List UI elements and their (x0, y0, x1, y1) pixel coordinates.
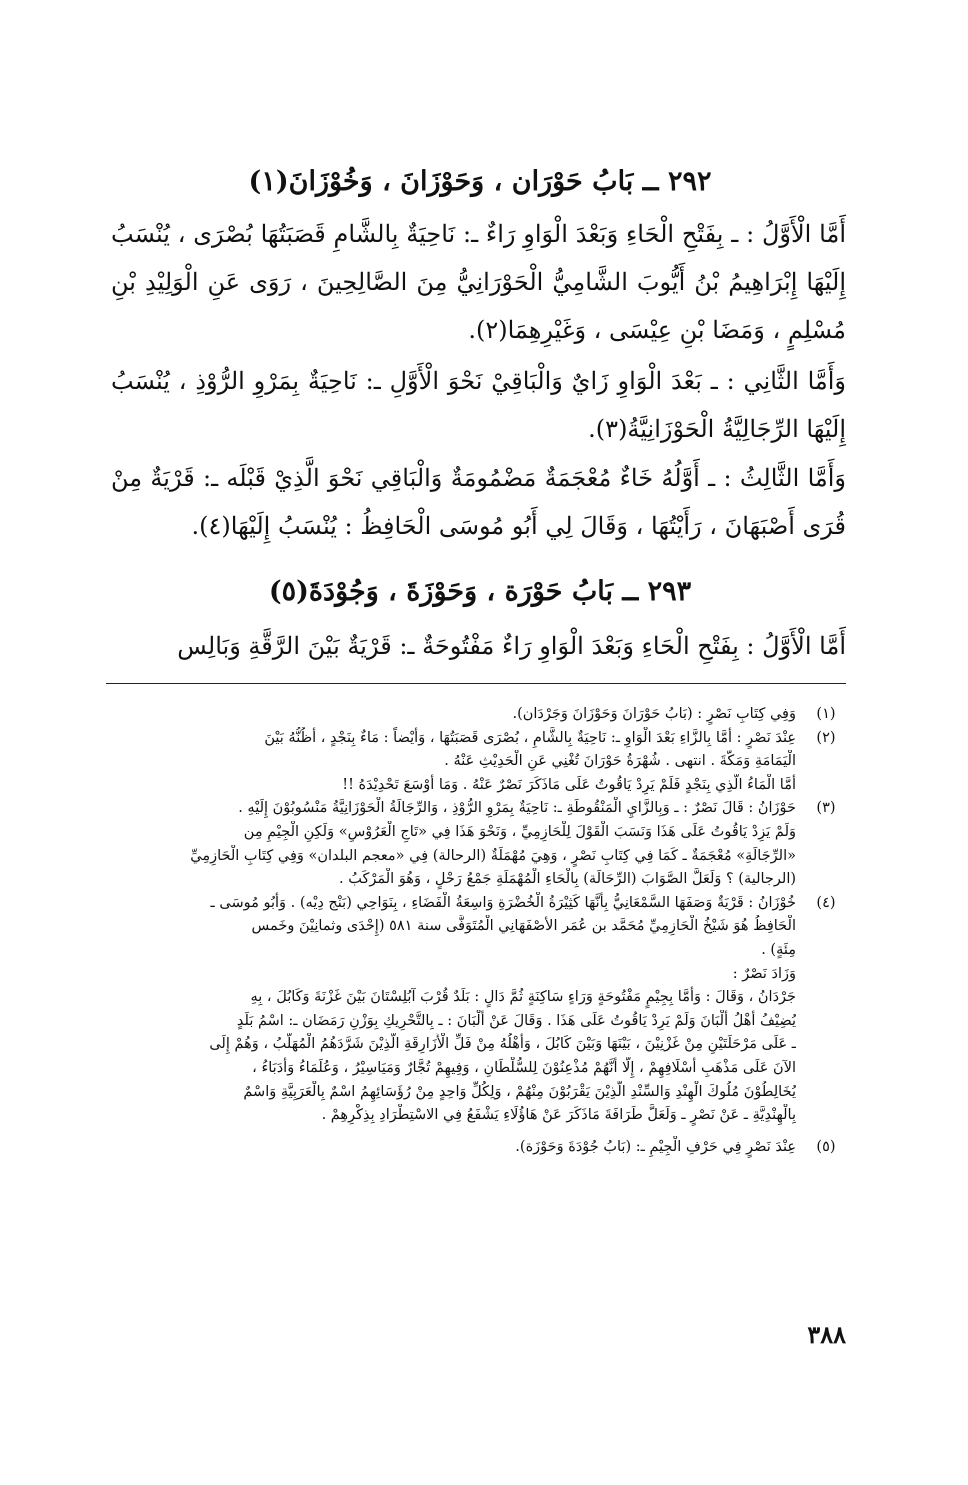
footnote-line: الآنَ عَلَى مَذْهَبِ أَسْلَافِهِمْ ، إِلَّا أَنَّهُمْ مُذْعِنُوْنَ لِلسُّلْطَانِ ، وَفِيهِمْ تُجَّارٌ وَمَيَاسِيْرُ ، وَعُلَمَاءُ وَأُدَبَاءُ ، (252, 1059, 796, 1076)
footnote (111, 797, 846, 891)
footnote-line: جَرْدَانُ ، وَقَالَ : وَأَمَّا بِجِيْمٍ مَفْتُوحَةٍ وَرَاءٍ سَاكِنَةٍ ثُمَّ دَالٍ : بَلَدٌ قُرْبَ آبُلِسْتَانَ بَيْنَ غَزْنَةَ وَكَابُلَ ، بِهِ (250, 989, 796, 1006)
footnote-line: عِنْدَ نَصْرٍ : أَمَّا بِالزَّاءِ بَعْدَ الْوَاوِ ـ: نَاحِيَةٌ بِالشَّامِ ، بُصْرَى قَصَبَتُهَا ، وَأَيْضاً : مَاءٌ بِنَجْدٍ ، أَظُنُّهُ بَيْنَ (264, 729, 796, 746)
footnote-line: يُضِيْفُ أَهْلُ أَلْبَانَ وَلَمْ يَرِدْ يَاقُوتُ عَلَى هَذَا . وَقَالَ عَنْ أَلْبَانَ : ـ بِالتَّحْرِيكِ بِوَزْنِ رَمَضَان ـ: اسْمُ بَلَدٍ (236, 1012, 796, 1029)
footnote-line: حَوْزَانُ : قَالَ نَصْرٌ : ـ وَبِالزَّايِ الْمَنْقُوطَةِ ـ: نَاحِيَةٌ بِمَرْوِ الرُّوْذِ ، وَالرِّجَالَةُ الْحَوْزَانِيَّةُ مَنْسُوبُوْنَ إِلَيْهِ . (238, 800, 796, 817)
paragraph-first: أَمَّا الْأَوَّلُ : ـ بِفَتْحِ الْحَاءِ وَبَعْدَ الْوَاوِ رَاءٌ ـ: نَاحِيَةٌ بِالشَّامِ قَصَبَتُهَا بُصْرَى ، يُنْسَبُ إِلَيْهَا إِبْرَاهِيمُ بْنُ أَيُّوبَ الشَّامِيُّ الْحَوْرَانِيُّ مِنَ الصَّالِحِينَ ، رَوَى عَنِ الْوَلِيْدِ بْنِ مُسْلِمٍ ، وَمَضَا بْنِ عِيْسَى ، وَغَيْرِهِمَا(٢). (111, 220, 846, 344)
footnote (111, 703, 846, 727)
footnote (111, 727, 846, 798)
footnote-line: «الرِّجَالَةِ» مُعْجَمَةٌ ـ كَمَا فِي كِتَابِ نَصْرٍ ، وَهِيَ مُهْمَلَةٌ (الرحالة) فِي «معجم البلدان» وَفِي كِتَابِ الْحَازِمِيِّ (190, 847, 796, 864)
paragraph-second: وَأَمَّا الثَّانِي : ـ بَعْدَ الْوَاوِ زَايٌ وَالْبَاقِيْ نَحْوَ الْأَوَّلِ ـ: نَاحِيَةٌ بِمَرْوِ الرُّوْذِ ، يُنْسَبُ إِلَيْهَا الرِّجَالِيَّةُ الْحَوْزَانِيَّةُ(٣). (111, 367, 846, 443)
section-heading: ٢٩٢ ــ بَابُ حَوْرَان ، وَحَوْزَانَ ، وَخُوْزَانَ(١) (248, 166, 712, 197)
footnote-line: وَلَمْ يَزِدْ يَاقُوتُ عَلَى هَذَا وَنَسَبَ الْقَوْلَ لِلْحَازِمِيِّ ، وَنَحْوَ هَذَا فِي «تَاجِ الْعَرُوْسِ» وَلَكِنِ الْجِيْمِ مِن (243, 823, 796, 840)
footnote-line: الْحَافِظُ هُوَ شَيْخُ الْحَازِمِيِّ مُحَمَّد بن عُمَر الأصْفَهَانِي الْمُتَوَفَّى سنة ٥٨١ (إِحْدَى وثمانِيْنَ وخَمس (251, 918, 796, 935)
footnote-line: وَزَادَ نَصْرٌ : (732, 965, 796, 982)
paragraph-first: أَمَّا الْأَوَّلُ : بِفَتْحِ الْحَاءِ وَبَعْدَ الْوَاوِ رَاءٌ مَفْتُوحَةٌ ـ: قَرْيَةٌ بَيْنَ الرَّقَّةِ وَبَالِس (177, 632, 846, 660)
footnotes (111, 703, 846, 1159)
footnote (111, 1136, 846, 1160)
footnote-line: (الرجالية) ؟ وَلَعَلَّ الصَّوَابَ (الرِّحَالَة) بِالْحَاءِ الْمُهْمَلَةِ جَمْعُ رَحْلٍ ، وَهُوَ الْمَرْكَبُ . (339, 871, 796, 888)
footnote-line: بِالْهِنْدِيَّةِ ـ عَنْ نَصْرٍ ـ وَلَعَلَّ طَرَافَةَ مَاذَكَرَ عَنْ هَاؤُلَاءِ يَشْفَعُ فِي الاسْتِطْرَادِ بِذِكْرِهِمْ . (321, 1107, 796, 1124)
footnote-number: (٥) (816, 1138, 836, 1155)
footnote-line: عِنْدَ نَصْرٍ فِي حَرْفِ الْجِيْمِ ـ: (بَابُ جُوْدَةَ وَحَوْزَة). (515, 1138, 796, 1155)
footnote-divider (106, 683, 846, 684)
paragraph-third: وَأَمَّا الثَّالِثُ : ـ أَوَّلُهُ خَاءٌ مُعْجَمَةٌ مَضْمُومَةٌ وَالْبَاقِي نَحْوَ الَّذِيْ قَبْلَه ـ: قَرْيَةٌ مِنْ قُرَى أَصْبَهَانَ ، رَأَيْتُهَا ، وَقَالَ لِي أَبُو مُوسَى الْحَافِظُ : يُنْسَبُ إِلَيْهَا(٤). (111, 464, 846, 540)
footnote-line: ـ عَلَى مَرْحَلَتَيْنِ مِنْ غَزْنِيْنَ ، بَيْنَهَا وَبَيْنَ كَابُلَ ، وَأَهْلُهُ مِنْ فَلِّ الْأَزَارِقَةِ الَّذِيْنَ شَرَّدَهُمُ الْمُهَلَّبُ ، وَهُمْ إِلَى (209, 1036, 796, 1053)
footnote-number: (٣) (816, 800, 836, 817)
footnote-line: مِئَةٍ) . (761, 941, 796, 958)
section-heading: ٢٩٣ ــ بَابُ حَوْرَة ، وَحَوْزَةَ ، وَجُوْدَةَ(٥) (268, 576, 692, 607)
footnote-line: وَفِي كِتَابِ نَصْرٍ : (بَابُ حَوْرَانَ وَحَوْزَانَ وَجَرْدَان). (512, 706, 796, 722)
footnote-number: (٢) (816, 729, 836, 746)
footnote-line: أَمَّا الْمَاءُ الَّذِي بِنَجْدٍ فَلَمْ يَرِدْ يَاقُوتُ عَلَى مَاذَكَرَ نَصْرٌ عَنْهُ . وَمَا أَوْسَعَ تَحْدِيْدَهُ !! (342, 776, 796, 793)
footnote-line: خُوْزَانُ : قَرْيَةٌ وَصَفَهَا السَّمْعَانِيُّ بِأَنَّهَا كَثِيْرَةُ الْخُضْرَةِ وَاسِعَةُ الْفَضَاءِ ، بِنَوَاحِي (بَنْج دِيْه) . وَأَبُو مُوسَى ـ (210, 894, 796, 911)
footnote (111, 892, 846, 1128)
footnote-line: الْيَمَامَةِ وَمَكَّةَ . انتهى . شُهْرَةُ حَوْرَانَ تُغْنِي عَنِ الْحَدِيْثِ عَنْهُ . (444, 753, 796, 770)
footnote-number: (١) (816, 706, 836, 722)
footnote-line: يُخَالِطُوْنَ مُلُوكَ الْهِنْدِ وَالسِّنْدِ الَّذِيْنَ يَقْرَبُوْنَ مِنْهُمْ ، وَلِكُلِّ وَاحِدٍ مِنْ رُؤَسَائِهِمُ اسْمٌ بِالْعَرَبِيَّةِ وَاسْمٌ (243, 1083, 796, 1100)
page-number: ٣٨٨ (807, 1320, 846, 1349)
footnote-number: (٤) (816, 894, 836, 911)
